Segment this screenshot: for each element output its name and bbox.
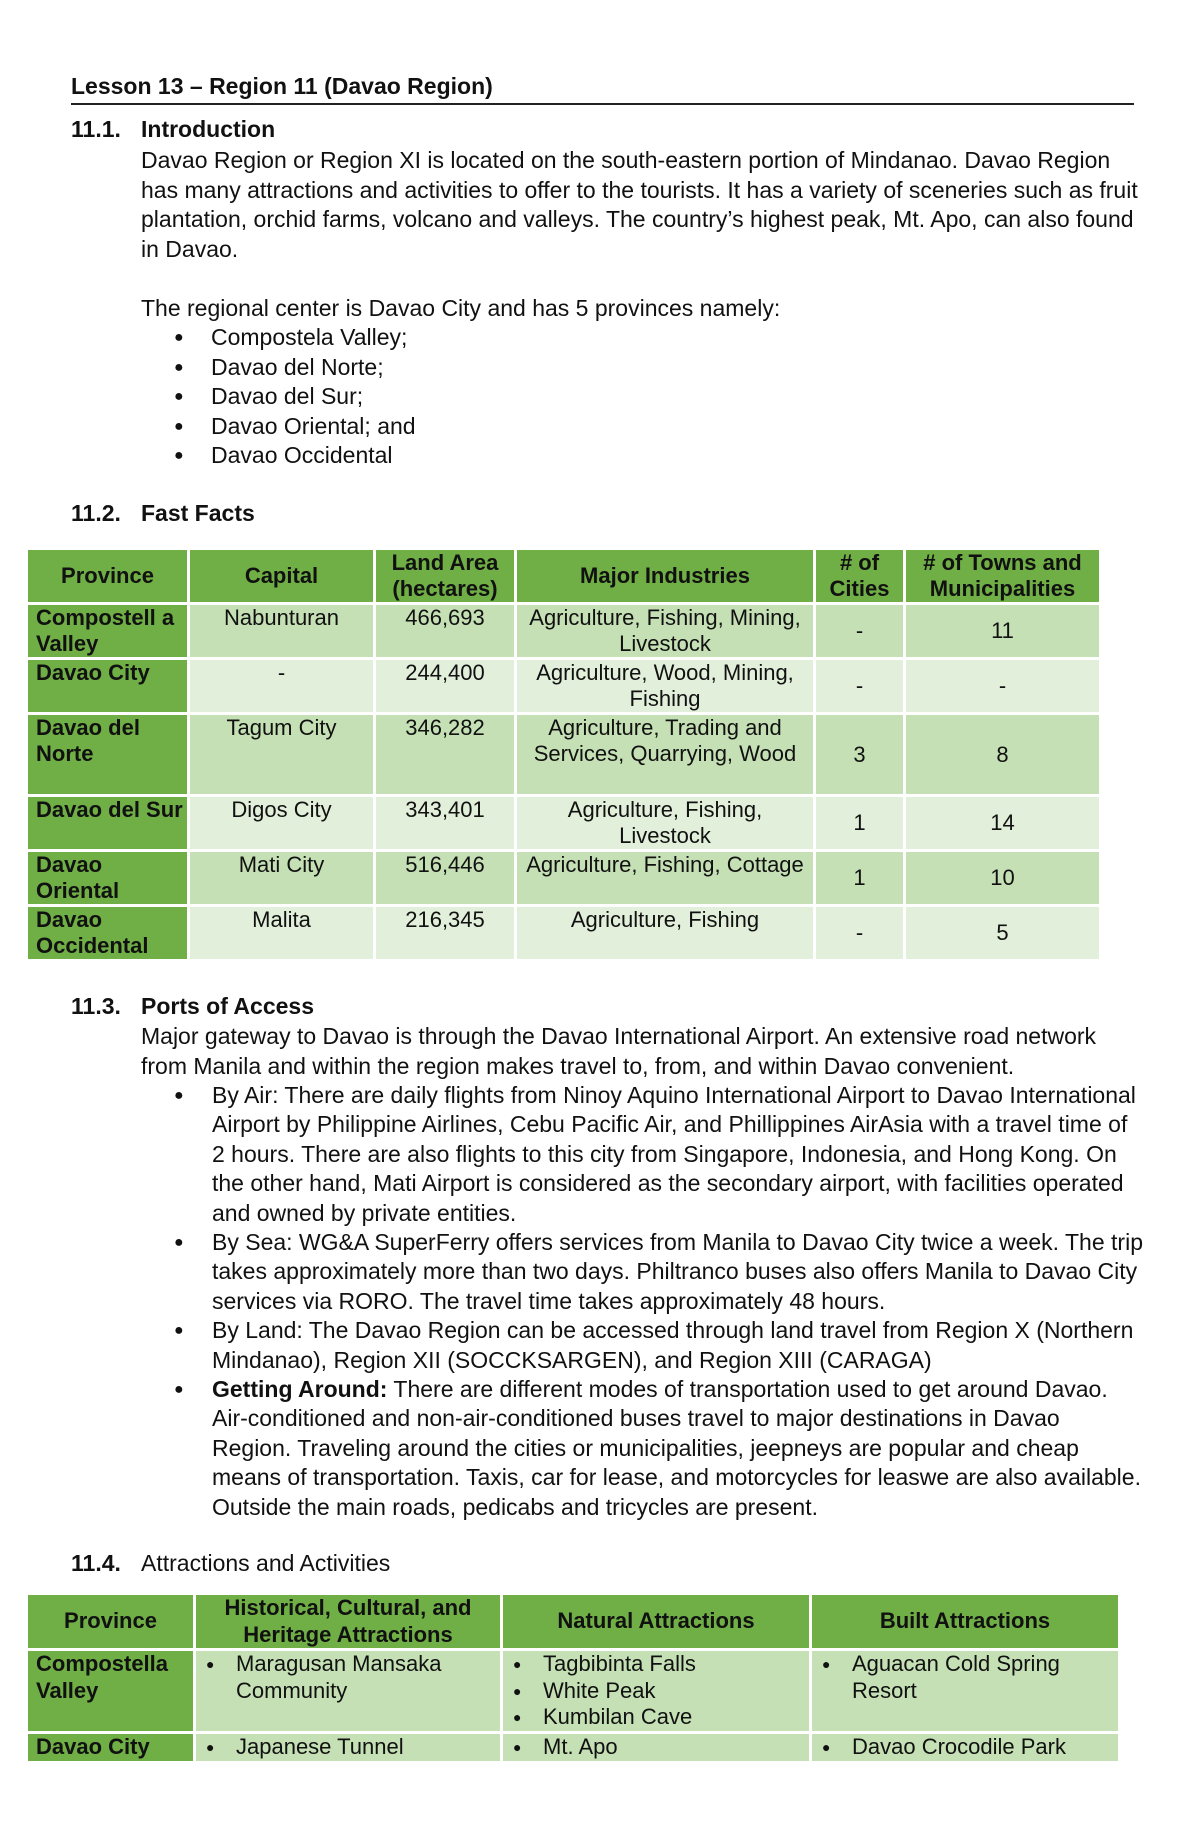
capital-cell: Malita — [189, 906, 375, 961]
section-number: 11.3. — [71, 993, 121, 1019]
column-header: Major Industries — [516, 549, 815, 604]
list-item-by-land: ● By Land: The Davao Region can be accessed through land travel from Region X (Northern Mindanao), Region XII (SOCCKSARGEN), and Region XIII (CARAGA) — [141, 1316, 1143, 1375]
historical-cell — [195, 1733, 502, 1763]
column-header: Natural Attractions — [502, 1594, 811, 1650]
section-number: 11.1. — [71, 116, 121, 142]
section-title: Attractions and Activities — [141, 1550, 391, 1576]
section-number: 11.2. — [71, 500, 121, 526]
list-item: ● Kumbilan Cave — [509, 1704, 803, 1731]
province-cell: Davao City — [27, 1733, 195, 1763]
table-row — [27, 1733, 1120, 1763]
section-title: Introduction — [141, 116, 276, 142]
towns-cell: 10 — [905, 851, 1101, 906]
table-header-row — [27, 1594, 1120, 1650]
province-list — [141, 323, 416, 471]
natural-cell — [502, 1650, 811, 1733]
capital-cell: Nabunturan — [189, 604, 375, 659]
cities-cell: 3 — [815, 714, 905, 796]
cities-cell: 1 — [815, 851, 905, 906]
list-item: ● Aguacan Cold Spring Resort — [818, 1651, 1112, 1704]
column-header: Built Attractions — [811, 1594, 1120, 1650]
list-item: ● Maragusan Mansaka Community — [202, 1651, 494, 1704]
cities-cell: 1 — [815, 796, 905, 851]
table-row — [27, 851, 1101, 906]
towns-cell: 8 — [905, 714, 1101, 796]
industries-cell: Agriculture, Trading and Services, Quarrying, Wood — [516, 714, 815, 796]
list-item: ● Davao Oriental; and — [141, 412, 416, 442]
list-item: ● Davao del Norte; — [141, 353, 416, 383]
province-cell: Davao City — [27, 659, 189, 714]
table-row — [27, 796, 1101, 851]
cities-cell: - — [815, 906, 905, 961]
area-cell: 216,345 — [375, 906, 516, 961]
province-cell: Davao Oriental — [27, 851, 189, 906]
intro-paragraph: Davao Region or Region XI is located on the south-eastern portion of Mindanao. Davao Region has many attractions and activities to offer to the tourists. It has a variety of sceneries such as fruit plantation, orchid farms, volcano and valleys. The country’s highest peak, Mt. Apo, can also found in Davao. — [141, 147, 1138, 262]
towns-cell: 14 — [905, 796, 1101, 851]
table-header-row — [27, 549, 1101, 604]
industries-cell: Agriculture, Fishing, Livestock — [516, 796, 815, 851]
getting-around-text: There are different modes of transportation used to get around Davao. Air-conditioned and non-air-conditioned buses travel to major destinations in Davao Region. Traveling around the cities or municipalities, jeepneys are popular and cheap means of transportation. Taxis, car for lease, and motorcycles for leaswe are also available. Outside the main roads, pedicabs and tricycles are present. — [212, 1376, 1141, 1520]
list-item: ● Compostela Valley; — [141, 323, 416, 353]
list-item: ● Davao Crocodile Park — [818, 1734, 1112, 1761]
section-title: Fast Facts — [141, 500, 255, 526]
table-row — [27, 906, 1101, 961]
table-row — [27, 604, 1101, 659]
capital-cell: - — [189, 659, 375, 714]
attractions-table — [25, 1592, 1121, 1764]
built-cell — [811, 1650, 1120, 1733]
list-item: ● Japanese Tunnel — [202, 1734, 494, 1761]
industries-cell: Agriculture, Wood, Mining, Fishing — [516, 659, 815, 714]
ports-paragraph: Major gateway to Davao is through the Davao International Airport. An extensive road network from Manila and within the region makes travel to, from, and within Davao convenient. — [141, 1023, 1097, 1079]
list-item: ● Mt. Apo — [509, 1734, 803, 1761]
section-title: Ports of Access — [141, 993, 314, 1019]
province-cell: Compostell a Valley — [27, 604, 189, 659]
section-heading-attractions — [71, 1550, 390, 1577]
column-header: # of Towns and Municipalities — [905, 549, 1101, 604]
ports-list — [141, 1081, 1143, 1522]
list-item: ● Davao Occidental — [141, 441, 416, 471]
list-item: ● Tagbibinta Falls — [509, 1651, 803, 1678]
industries-cell: Agriculture, Fishing, Cottage — [516, 851, 815, 906]
area-cell: 244,400 — [375, 659, 516, 714]
column-header: # of Cities — [815, 549, 905, 604]
industries-cell: Agriculture, Fishing, Mining, Livestock — [516, 604, 815, 659]
province-cell: Davao del Norte — [27, 714, 189, 796]
towns-cell: 11 — [905, 604, 1101, 659]
table-row — [27, 714, 1101, 796]
lesson-title: Lesson 13 – Region 11 (Davao Region) — [71, 73, 1134, 105]
province-cell: Davao Occidental — [27, 906, 189, 961]
province-cell: Compostella Valley — [27, 1650, 195, 1733]
cities-cell: - — [815, 659, 905, 714]
column-header: Province — [27, 1594, 195, 1650]
table-row — [27, 1650, 1120, 1733]
list-item: ● White Peak — [509, 1678, 803, 1705]
province-cell: Davao del Sur — [27, 796, 189, 851]
industries-cell: Agriculture, Fishing — [516, 906, 815, 961]
section-heading-introduction — [71, 116, 275, 143]
list-item-by-sea: ● By Sea: WG&A SuperFerry offers services from Manila to Davao City twice a week. The trip takes approximately more than two days. Philtranco buses also offers Manila to Davao City services via RORO. The travel time takes approximately 48 hours. — [141, 1228, 1143, 1316]
area-cell: 346,282 — [375, 714, 516, 796]
towns-cell: - — [905, 659, 1101, 714]
list-item: ● Davao del Sur; — [141, 382, 416, 412]
area-cell: 343,401 — [375, 796, 516, 851]
built-cell — [811, 1733, 1120, 1763]
capital-cell: Digos City — [189, 796, 375, 851]
capital-cell: Tagum City — [189, 714, 375, 796]
list-item-getting-around — [141, 1375, 1143, 1522]
historical-cell — [195, 1650, 502, 1733]
regional-center-text: The regional center is Davao City and has 5 provinces namely: — [141, 295, 781, 321]
section-number: 11.4. — [71, 1550, 121, 1576]
column-header: Province — [27, 549, 189, 604]
column-header: Land Area (hectares) — [375, 549, 516, 604]
area-cell: 466,693 — [375, 604, 516, 659]
section-heading-fast-facts — [71, 500, 255, 527]
list-item-by-air: ● By Air: There are daily flights from Ninoy Aquino International Airport to Davao International Airport by Philippine Airlines, Cebu Pacific Air, and Phillippines AirAsia with a travel time of 2 hours. There are also flights to this city from Singapore, Indonesia, and Hong Kong. On the other hand, Mati Airport is considered as the secondary airport, with facilities operated and owned by private entities. — [141, 1081, 1143, 1228]
getting-around-label: Getting Around: — [212, 1376, 388, 1403]
capital-cell: Mati City — [189, 851, 375, 906]
column-header: Capital — [189, 549, 375, 604]
natural-cell — [502, 1733, 811, 1763]
towns-cell: 5 — [905, 906, 1101, 961]
area-cell: 516,446 — [375, 851, 516, 906]
fast-facts-table — [25, 547, 1102, 962]
cities-cell: - — [815, 604, 905, 659]
table-row — [27, 659, 1101, 714]
column-header: Historical, Cultural, and Heritage Attractions — [195, 1594, 502, 1650]
section-heading-ports-of-access — [71, 993, 314, 1020]
